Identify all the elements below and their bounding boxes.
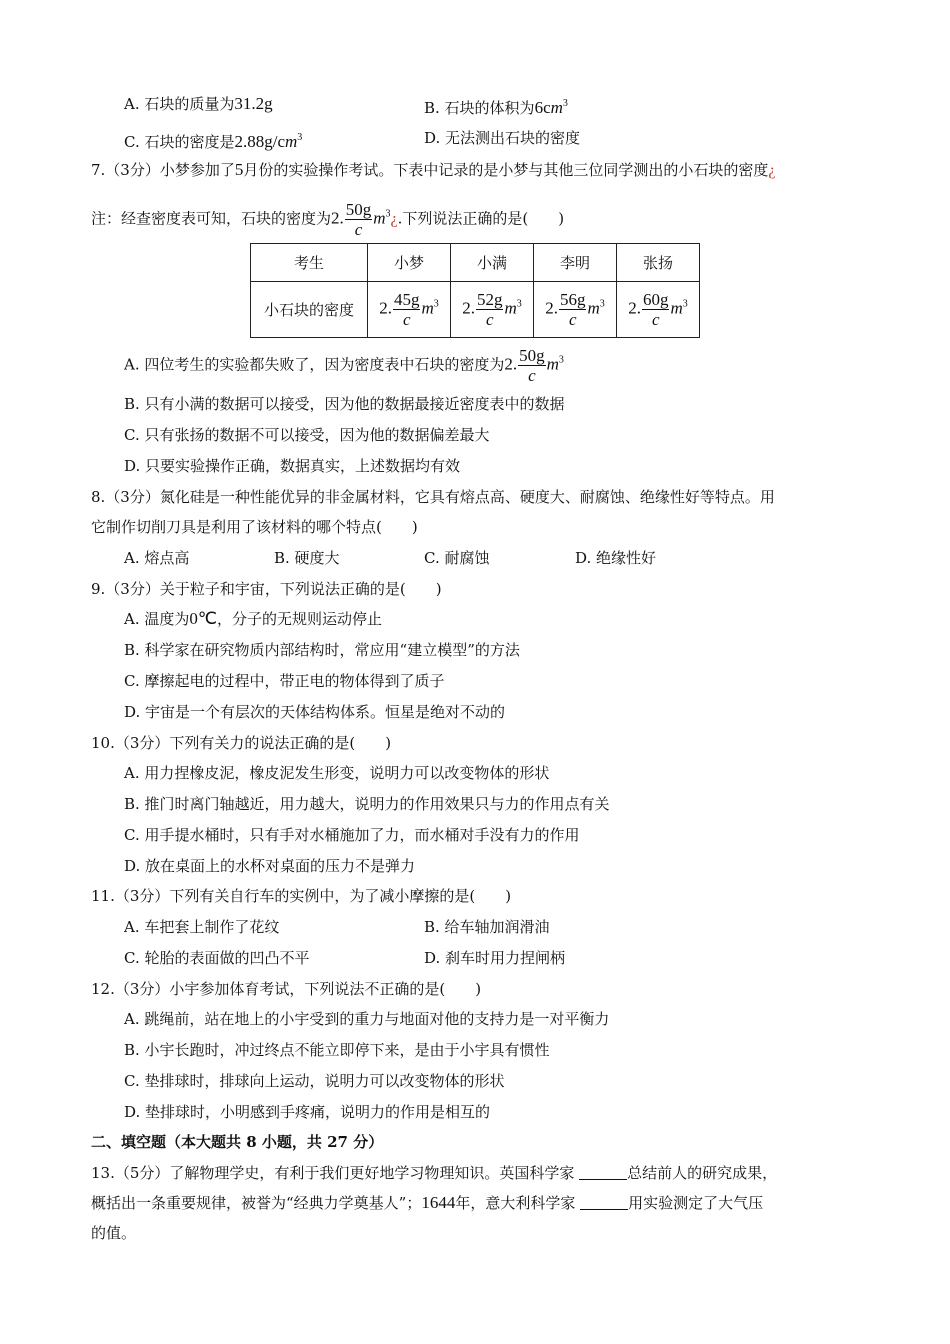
q13-line1: 13.（5分）了解物理学史，有利于我们更好地学习物理知识。英国科学家 总结前人的研究成果， [91,1164,778,1182]
q11-option-a: A. 车把套上制作了花纹 [124,918,280,936]
q8-option-c: C. 耐腐蚀 [424,549,490,567]
q10-option-a: A. 用力捏橡皮泥，橡皮泥发生形变，说明力可以改变物体的形状 [124,764,550,782]
q9-option-c: C. 摩擦起电的过程中，带正电的物体得到了质子 [124,672,445,690]
q9-option-a: A. 温度为0℃，分子的无规则运动停止 [124,609,382,628]
q7-option-c: C. 只有张扬的数据不可以接受，因为他的数据偏差最大 [124,426,490,444]
q13-line2: 概括出一条重要规律，被誉为“经典力学奠基人”；1644年，意大利科学家 用实验测定了大气压 [91,1193,764,1212]
table-cell: 2. $\frac{45g}{c}$ $m^3$ [368,282,451,338]
q8-option-d: D. 绝缘性好 [575,549,657,567]
table-header-cell: 小梦 [368,244,451,282]
q12-option-d: D. 垫排球时，小明感到手疼痛，说明力的作用是相互的 [124,1103,491,1121]
q11-stem: 11.（3分）下列有关自行车的实例中，为了减小摩擦的是( ) [91,887,512,905]
q10-option-b: B. 推门时离门轴越近，用力越大，说明力的作用效果只与力的作用点有关 [124,795,610,813]
density-fraction: $\frac{50g}{c}$ [345,200,372,239]
q11-option-b: B. 给车轴加润滑油 [424,918,550,936]
table-row [251,282,700,338]
q11-option-d: D. 刹车时用力捏闸柄 [424,949,566,967]
q8-option-b: B. 硬度大 [274,549,340,567]
q7-stem-line2: 注：经查密度表可知，石块的密度为2. $\frac{50g}{c}$ $m^3¿$.下列说法正确的是( ) [91,200,565,239]
table-header-cell: 张扬 [617,244,700,282]
q9-option-d: D. 宇宙是一个有层次的天体结构体系。恒星是绝对不动的 [124,703,506,721]
q9-option-b: B. 科学家在研究物质内部结构时，常应用“建立模型”的方法 [124,641,520,659]
q8-option-a: A. 熔点高 [124,549,190,567]
q8-stem-line2: 它制作切削刀具是利用了该材料的哪个特点( ) [91,518,418,536]
q6-option-a: A. 石块的质量为31.2g [124,94,273,113]
table-header-cell: 小满 [451,244,534,282]
q12-option-c: C. 垫排球时，排球向上运动，说明力可以改变物体的形状 [124,1072,505,1090]
q13-line3: 的值。 [91,1224,137,1242]
table-cell: 2. $\frac{56g}{c}$ $m^3$ [534,282,617,338]
q6-option-b: B. 石块的体积为$6cm^3$ [424,98,568,117]
q8-stem-line1: 8.（3分）氮化硅是一种性能优异的非金属材料，它具有熔点高、硬度大、耐腐蚀、绝缘性好等特点。用 [91,488,775,506]
table-cell: 2. $\frac{60g}{c}$ $m^3$ [617,282,700,338]
q9-stem: 9.（3分）关于粒子和宇宙，下列说法正确的是( ) [91,580,442,598]
answer-blank[interactable] [580,1195,628,1210]
q6-option-d: D. 无法测出石块的密度 [424,129,581,147]
answer-blank[interactable] [579,1165,627,1180]
q12-option-b: B. 小宇长跑时，冲过终点不能立即停下来，是由于小宇具有惯性 [124,1041,550,1059]
table-cell: 2. $\frac{52g}{c}$ $m^3$ [451,282,534,338]
table-row-label: 小石块的密度 [251,282,368,338]
q7-stem-line1: 7.（3分）小梦参加了5月份的实验操作考试。下表中记录的是小梦与其他三位同学测出的小石块的密度¿ [91,160,776,179]
q12-stem: 12.（3分）小宇参加体育考试，下列说法不正确的是( ) [91,980,482,998]
q10-option-d: D. 放在桌面上的水杯对桌面的压力不是弹力 [124,857,416,875]
table-header-row [251,244,700,282]
density-table [250,243,700,338]
q11-option-c: C. 轮胎的表面做的凹凸不平 [124,949,310,967]
section-title: 二、填空题（本大题共 8 小题，共 27 分） [91,1133,384,1151]
q6-option-c: C. 石块的密度是$2.88g/cm^3$ [124,132,303,151]
q7-option-b: B. 只有小满的数据可以接受，因为他的数据最接近密度表中的数据 [124,395,565,413]
q7-option-a: A. 四位考生的实验都失败了，因为密度表中石块的密度为2. $\frac{50g}{c}$ $m^3$ [124,346,564,385]
table-header-cell: 考生 [251,244,368,282]
table-header-cell: 李明 [534,244,617,282]
q7-option-d: D. 只要实验操作正确，数据真实，上述数据均有效 [124,457,461,475]
q10-option-c: C. 用手提水桶时，只有手对水桶施加了力，而水桶对手没有力的作用 [124,826,580,844]
q10-stem: 10.（3分）下列有关力的说法正确的是( ) [91,734,392,752]
q12-option-a: A. 跳绳前，站在地上的小宇受到的重力与地面对他的支持力是一对平衡力 [124,1010,610,1028]
